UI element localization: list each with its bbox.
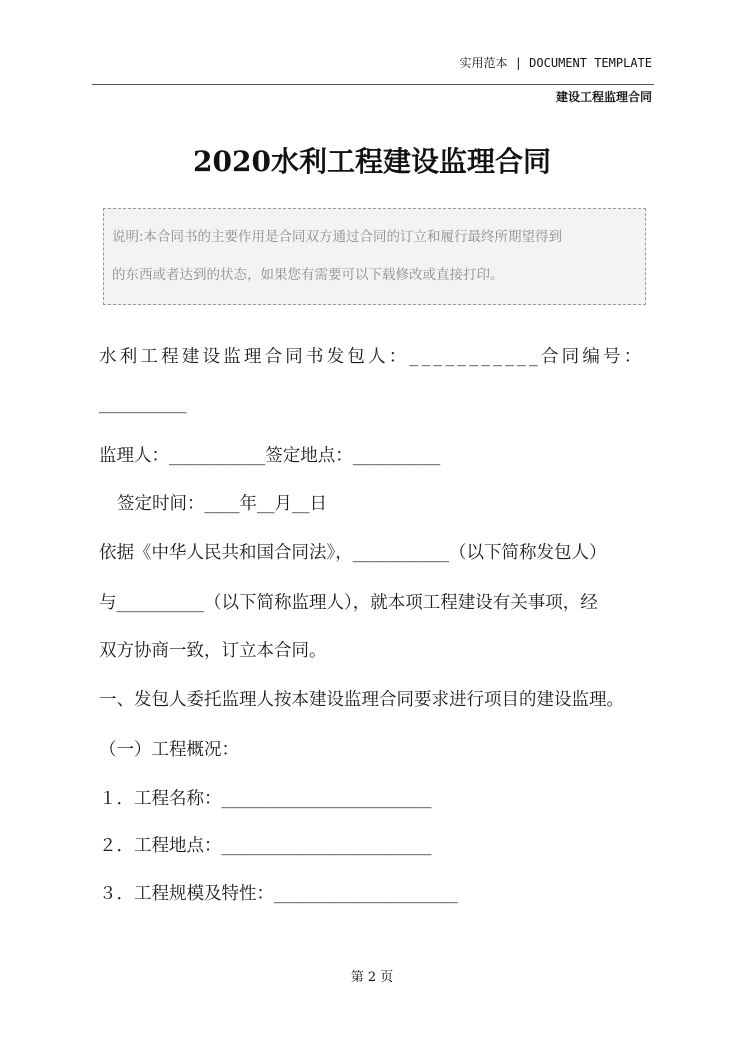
- header-template-label: 实用范本 | DOCUMENT TEMPLATE: [459, 56, 652, 70]
- item-project-scale: ３．工程规模及特性：_____________________: [99, 884, 458, 904]
- body-line-basis: 依据《中华人民共和国合同法》，___________（以下简称发包人）: [99, 543, 607, 563]
- page-number: 第 2 页: [350, 970, 394, 985]
- clause-1-heading: 一、发包人委托监理人按本建设监理合同要求进行项目的建设监理。: [99, 690, 624, 710]
- header-divider: [92, 84, 654, 85]
- body-line-supervisor: 监理人：___________签定地点：__________: [99, 446, 441, 466]
- notice-box: [103, 208, 646, 305]
- notice-line-2: 的东西或者达到的状态，如果您有需要可以下载修改或直接打印。: [112, 267, 504, 283]
- header-document-type: 建设工程监理合同: [555, 90, 652, 104]
- item-project-name: １．工程名称：________________________: [99, 789, 432, 809]
- body-line-agreement: 双方协商一致，订立本合同。: [99, 641, 327, 661]
- notice-line-1: 说明:本合同书的主要作用是合同双方通过合同的订立和履行最终所期望得到: [112, 229, 563, 245]
- document-title: 2020水利工程建设监理合同: [193, 145, 551, 178]
- section-project-overview: （一）工程概况：: [99, 740, 239, 760]
- item-project-location: ２．工程地点：________________________: [99, 836, 432, 856]
- body-line-contract-number-blank: __________: [99, 394, 187, 414]
- body-line-parties: 水利工程建设监理合同书发包人：___________合同编号：: [99, 347, 645, 367]
- body-line-with: 与__________（以下简称监理人），就本项工程建设有关事项，经: [99, 593, 598, 613]
- body-line-sign-date: 签定时间：____年__月__日: [117, 494, 327, 514]
